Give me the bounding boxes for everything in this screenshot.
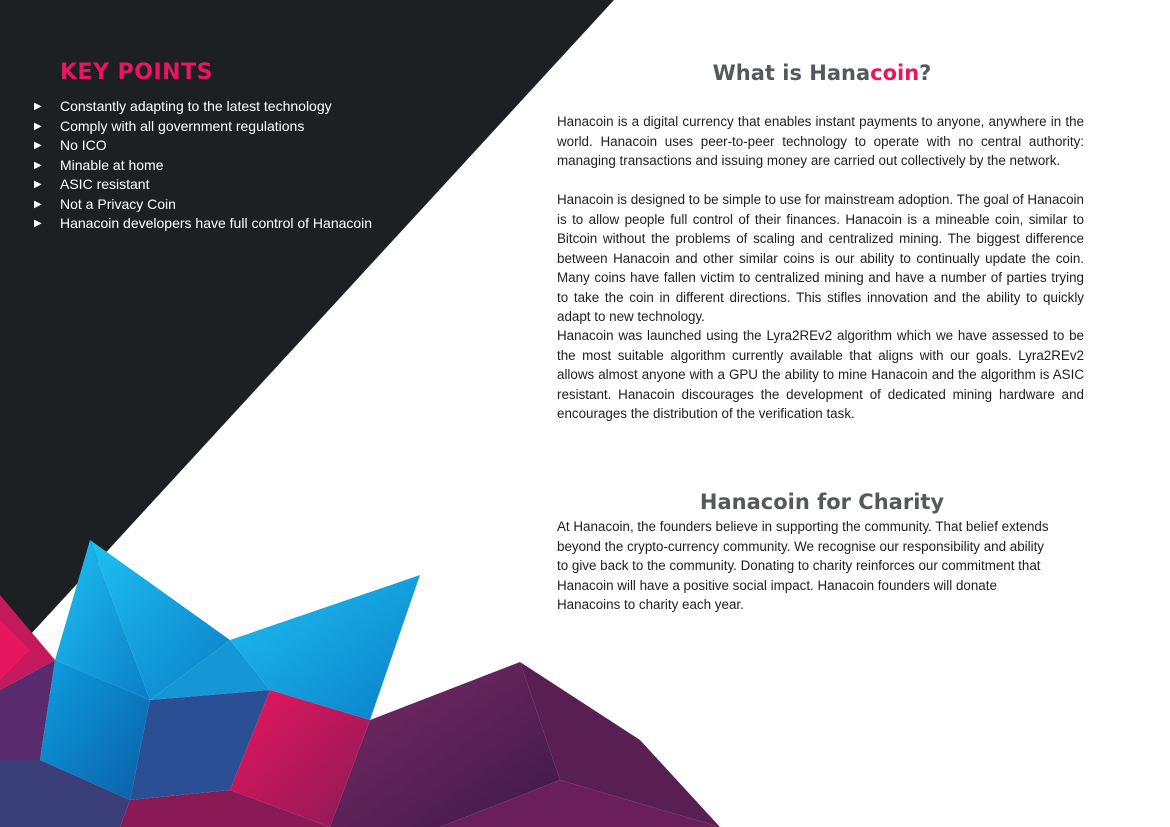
what-is-title <box>560 61 1084 85</box>
what-is-paragraph-1: Hanacoin is a digital currency that enables instant payments to anyone, anywhere in the world. Hanacoin uses peer-to-peer technology to operate with no central authority: managing transactions and issuing money are carried out collectively by the network. <box>557 114 1084 168</box>
list-item: ▶ ASIC resistant <box>34 175 434 195</box>
triangle-right-icon: ▶ <box>34 218 42 229</box>
what-is-paragraph-3: Hanacoin was launched using the Lyra2REv2 algorithm which we have assessed to be the most suitable algorithm currently available that aligns with our goals. Lyra2REv2 allows almost anyone with a GPU the ability to mine Hanacoin and the algorithm is ASIC resistant. Hanacoin discourages the development of dedicated mining hardware and encourages the distribution of the verification task. <box>557 328 1084 421</box>
list-item: ▶ No ICO <box>34 136 434 156</box>
what-is-title-part1: What is Hana <box>712 61 871 85</box>
list-item: ▶ Constantly adapting to the latest technology <box>34 97 434 117</box>
what-is-paragraph-2: Hanacoin is designed to be simple to use for mainstream adoption. The goal of Hanacoin is to allow people full control of their finances. Hanacoin is a mineable coin, similar to Bitcoin without the problems of scaling and centralized mining. The biggest difference between Hanacoin and other similar coins is our ability to continually update the coin. Many coins have fallen victim to centralized mining and have a number of parties trying to take the coin in different directions. This stifles innovation and the ability to quickly adapt to new technology. <box>557 192 1084 324</box>
charity-title: Hanacoin for Charity <box>699 490 945 514</box>
triangle-right-icon: ▶ <box>34 159 42 171</box>
triangle-right-icon: ▶ <box>34 140 42 151</box>
triangle-right-icon: ▶ <box>34 101 42 112</box>
charity-paragraph: At Hanacoin, the founders believe in supporting the community. That belief extends beyond the crypto-currency community. We recognise our responsibility and ability to give back to the community. Donating to charity reinforces our commitment that Hanacoin will have a positive social impact. Hanacoin founders will donate Hanacoins to charity each year. <box>557 519 1049 612</box>
list-item: ▶ Not a Privacy Coin <box>34 195 434 215</box>
triangle-right-icon: ▶ <box>34 179 42 190</box>
list-item: ▶ Minable at home <box>34 156 434 176</box>
triangle-right-icon: ▶ <box>34 120 42 132</box>
what-is-title-accent: coin <box>870 61 920 85</box>
list-item: ▶ Hanacoin developers have full control of Hanacoin <box>34 214 434 234</box>
what-is-title-part3: ? <box>919 61 932 85</box>
key-points-list <box>34 97 434 234</box>
list-item: ▶ Comply with all government regulations <box>34 117 434 137</box>
key-points-title: KEY POINTS <box>60 60 213 85</box>
triangle-right-icon: ▶ <box>34 198 42 210</box>
